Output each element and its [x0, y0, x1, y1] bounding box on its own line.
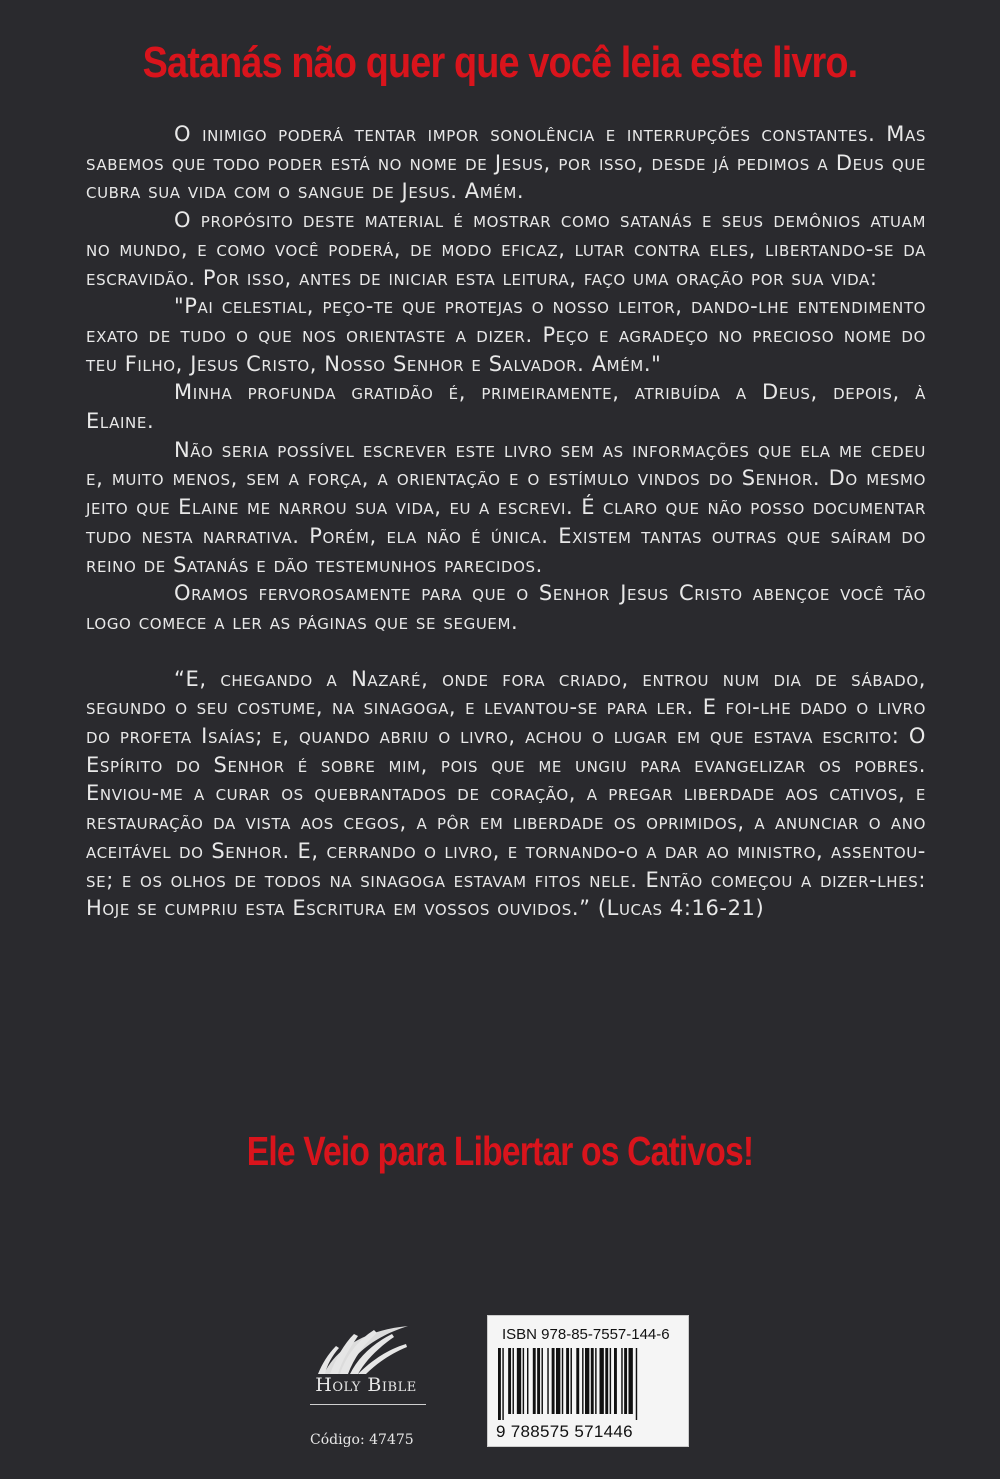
paragraph: Minha profunda gratidão é, primeiramente, atribuída a Deus, depois, à Elaine.: [86, 380, 926, 434]
paragraph: Não seria possível escrever este livro sem as informações que ela me cedeu e, muito menos, sem a força, a orientação e o estímulo vindos do Senhor. Do mesmo jeito que Elaine me narrou sua vida, eu a escrevi. É claro que não posso documentar tudo nesta narrativa. Porém, ela não é única. Existem tantas outras que saíram do reino de Satanás e dão testemunhos parecidos.: [86, 437, 926, 577]
top-headline: Satanás não quer que você leia este livro.: [142, 38, 858, 87]
isbn-text: ISBN 978-85-7557-144-6: [502, 1326, 670, 1343]
barcode-digits: 9 788575 571446: [496, 1422, 633, 1441]
publisher-name: Holy Bible: [315, 1374, 417, 1396]
paragraph: Oramos fervorosamente para que o Senhor Jesus Cristo abençoe você tão logo comece a ler as páginas que se seguem.: [86, 581, 926, 634]
barcode-icon: [498, 1348, 678, 1420]
bottom-headline: Ele Veio para Libertar os Cativos!: [246, 1128, 754, 1174]
product-code: Código: 47475: [310, 1432, 414, 1448]
logo-underline: [310, 1404, 426, 1405]
prayer-paragraph: "Pai celestial, peço-te que protejas o nosso leitor, dando-lhe entendimento exato de tudo o que nos orientaste a dizer. Peço e agradeço no precioso nome do teu Filho, Jesus Cristo, Nosso Senhor e Salvador. Amém.": [86, 294, 926, 376]
paragraph: O propósito deste material é mostrar como satanás e seus demônios atuam no mundo, e como você poderá, de modo eficaz, lutar contra eles, libertando-se da escravidão. Por isso, antes de iniciar esta leitura, faço uma oração por sua vida:: [86, 208, 926, 290]
scripture-quote: “E, chegando a Nazaré, onde fora criado, entrou num dia de sábado, segundo o seu costume, na sinagoga, e levantou-se para ler. E foi-lhe dado o livro do profeta Isaías; e, quando abriu o livro, achou o lugar em que estava escrito: O Espírito do Senhor é sobre mim, pois que me ungiu para evangelizar os pobres. Enviou-me a curar os quebrantados de coração, a pregar liberdade aos cativos, e restauração da vista aos cegos, a pôr em liberdade os oprimidos, a anunciar o ano aceitável do Senhor. E, cerrando o livro, e tornando-o a dar ao ministro, assentou-se; e os olhos de todos na sinagoga estavam fitos nele. Então começou a dizer-lhes: Hoje se cumpriu esta Escritura em vossos ouvidos.” (Lucas 4:16-21): [86, 666, 926, 921]
body-text: [86, 120, 926, 923]
feather-logo-icon: [296, 1318, 436, 1378]
paragraph: O inimigo poderá tentar impor sonolência e interrupções constantes. Mas sabemos que todo poder está no nome de Jesus, por isso, desde já pedimos a Deus que cubra sua vida com o sangue de Jesus. Amém.: [86, 122, 926, 204]
publisher-logo: [296, 1318, 436, 1438]
barcode-label: [487, 1315, 689, 1447]
